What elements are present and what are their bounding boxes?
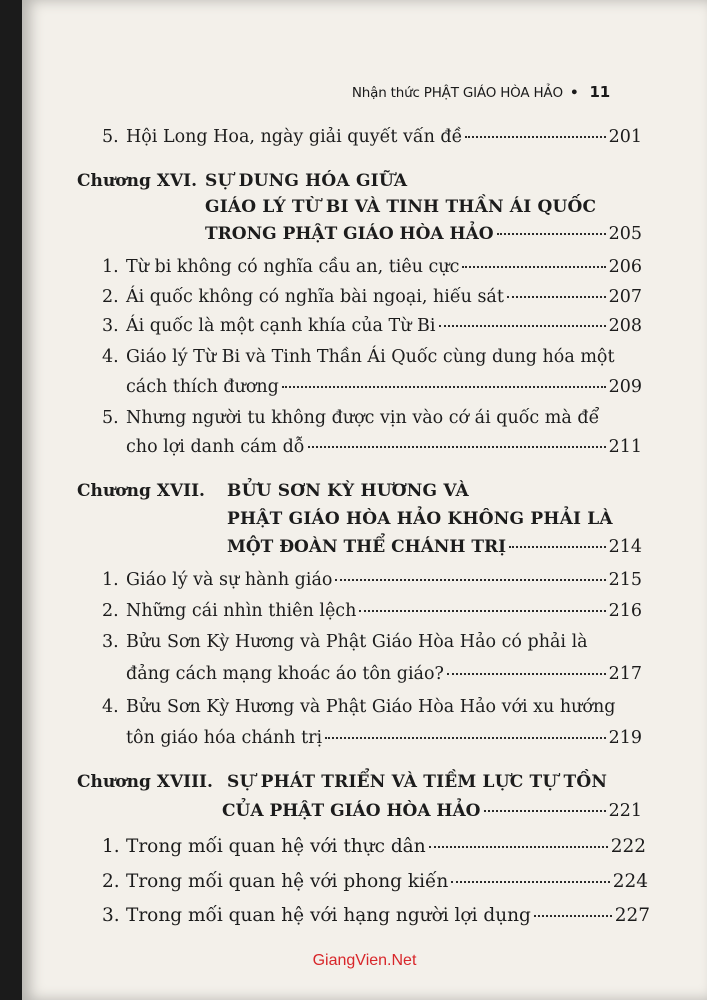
chapter-entry[interactable] bbox=[227, 537, 642, 557]
dot-leader bbox=[335, 578, 605, 581]
entry-page: 214 bbox=[608, 537, 642, 557]
entry-title: cách thích đương bbox=[126, 377, 279, 397]
dot-leader bbox=[429, 845, 608, 848]
entry-page: 217 bbox=[608, 664, 642, 684]
entry-title: Bửu Sơn Kỳ Hương và Phật Giáo Hòa Hảo có phải là bbox=[126, 632, 588, 652]
chapter-title-line: SỰ DUNG HÓA GIỮA bbox=[205, 171, 408, 191]
chapter-title-line: SỰ PHÁT TRIỂN VÀ TIỀM LỰC TỰ TỒN bbox=[227, 772, 608, 792]
table-of-contents bbox=[22, 0, 707, 1000]
toc-entry-continuation[interactable] bbox=[126, 437, 642, 457]
chapter-label: Chương XVII. bbox=[77, 481, 205, 501]
dot-leader bbox=[447, 672, 606, 675]
entry-page: 224 bbox=[612, 871, 648, 892]
entry-number: 1. bbox=[102, 570, 119, 590]
entry-page: 219 bbox=[608, 728, 642, 748]
entry-number: 5. bbox=[102, 408, 119, 428]
toc-entry[interactable] bbox=[102, 347, 662, 367]
chapter-title-line: TRONG PHẬT GIÁO HÒA HẢO bbox=[205, 224, 494, 244]
entry-page: 206 bbox=[608, 257, 642, 277]
entry-number: 3. bbox=[102, 905, 120, 926]
chapter-entry[interactable] bbox=[222, 801, 642, 821]
entry-title: Trong mối quan hệ với thực dân bbox=[126, 836, 426, 857]
dot-leader bbox=[534, 914, 612, 917]
chapter-title-line: MỘT ĐOÀN THỂ CHÁNH TRỊ bbox=[227, 537, 507, 557]
chapter-title-line: CỦA PHẬT GIÁO HÒA HẢO bbox=[222, 801, 481, 821]
entry-title: tôn giáo hóa chánh trị bbox=[126, 728, 323, 748]
entry-number: 3. bbox=[102, 316, 119, 336]
toc-entry-continuation[interactable] bbox=[126, 664, 642, 684]
dot-leader bbox=[325, 736, 605, 739]
entry-title: Nhưng người tu không được vịn vào cớ ái quốc mà để bbox=[126, 408, 600, 428]
entry-title: Giáo lý Từ Bi và Tinh Thần Ái Quốc cùng dung hóa một bbox=[126, 347, 615, 367]
entry-number: 4. bbox=[102, 347, 119, 367]
dot-leader bbox=[308, 445, 606, 448]
toc-entry[interactable] bbox=[102, 316, 642, 336]
entry-number: 2. bbox=[102, 601, 119, 621]
entry-title: Hội Long Hoa, ngày giải quyết vấn đề bbox=[126, 127, 463, 147]
dot-leader bbox=[507, 295, 606, 298]
chapter-label: Chương XVI. bbox=[77, 171, 198, 191]
entry-number: 3. bbox=[102, 632, 119, 652]
entry-page: 227 bbox=[614, 905, 650, 926]
entry-title: Ái quốc là một cạnh khía của Từ Bi bbox=[126, 316, 436, 336]
entry-page: 221 bbox=[608, 801, 642, 821]
chapter-title-line: GIÁO LÝ TỪ BI VÀ TINH THẦN ÁI QUỐC bbox=[205, 197, 597, 217]
entry-title: đảng cách mạng khoác áo tôn giáo? bbox=[126, 664, 444, 684]
toc-entry[interactable] bbox=[102, 905, 650, 926]
entry-title: Trong mối quan hệ với hạng người lợi dụng bbox=[126, 905, 531, 926]
entry-page: 201 bbox=[608, 127, 642, 147]
toc-entry[interactable] bbox=[102, 408, 662, 428]
entry-number: 1. bbox=[102, 836, 120, 857]
entry-number: 2. bbox=[102, 871, 120, 892]
toc-entry[interactable] bbox=[102, 871, 648, 892]
toc-entry[interactable] bbox=[102, 257, 642, 277]
toc-entry-continuation[interactable] bbox=[126, 728, 642, 748]
entry-number: 2. bbox=[102, 287, 119, 307]
watermark-text: GiangVien.Net bbox=[312, 952, 417, 969]
entry-page: 209 bbox=[608, 377, 642, 397]
toc-entry[interactable] bbox=[102, 570, 642, 590]
dot-leader bbox=[439, 324, 606, 327]
entry-title: Giáo lý và sự hành giáo bbox=[126, 570, 333, 590]
entry-title: Những cái nhìn thiên lệch bbox=[126, 601, 357, 621]
toc-entry[interactable] bbox=[102, 632, 662, 652]
toc-entry[interactable] bbox=[102, 287, 642, 307]
toc-entry[interactable] bbox=[102, 836, 646, 857]
toc-entry[interactable] bbox=[102, 601, 642, 621]
chapter-entry[interactable] bbox=[205, 224, 642, 244]
dot-leader bbox=[359, 609, 605, 612]
entry-title: Bửu Sơn Kỳ Hương và Phật Giáo Hòa Hảo với xu hướng bbox=[126, 697, 616, 717]
chapter-label: Chương XVIII. bbox=[77, 772, 213, 792]
entry-title: Từ bi không có nghĩa cầu an, tiêu cực bbox=[126, 257, 460, 277]
chapter-title-line: PHẬT GIÁO HÒA HẢO KHÔNG PHẢI LÀ bbox=[227, 509, 613, 529]
entry-page: 207 bbox=[608, 287, 642, 307]
entry-page: 216 bbox=[608, 601, 642, 621]
entry-number: 4. bbox=[102, 697, 119, 717]
chapter-title-line: BỬU SƠN KỲ HƯƠNG VÀ bbox=[227, 481, 469, 501]
dot-leader bbox=[484, 809, 606, 812]
header-bullet: • bbox=[569, 85, 579, 101]
entry-page: 211 bbox=[608, 437, 642, 457]
header-page-number: 11 bbox=[589, 83, 610, 101]
entry-number: 1. bbox=[102, 257, 119, 277]
dot-leader bbox=[451, 880, 609, 883]
entry-page: 222 bbox=[610, 836, 646, 857]
entry-page: 208 bbox=[608, 316, 642, 336]
entry-title: Trong mối quan hệ với phong kiến bbox=[126, 871, 449, 892]
entry-page: 205 bbox=[608, 224, 642, 244]
toc-entry[interactable] bbox=[102, 127, 642, 147]
toc-entry-continuation[interactable] bbox=[126, 377, 642, 397]
entry-page: 215 bbox=[608, 570, 642, 590]
header-title: Nhận thức PHẬT GIÁO HÒA HẢO bbox=[351, 85, 563, 101]
book-page bbox=[22, 0, 707, 1000]
dot-leader bbox=[465, 135, 605, 138]
entry-title: Ái quốc không có nghĩa bài ngoại, hiếu sát bbox=[126, 287, 504, 307]
dot-leader bbox=[282, 385, 606, 388]
entry-number: 5. bbox=[102, 127, 119, 147]
dot-leader bbox=[462, 265, 605, 268]
toc-entry[interactable] bbox=[102, 697, 662, 717]
dot-leader bbox=[497, 232, 606, 235]
dot-leader bbox=[509, 545, 605, 548]
entry-title: cho lợi danh cám dỗ bbox=[126, 437, 305, 457]
